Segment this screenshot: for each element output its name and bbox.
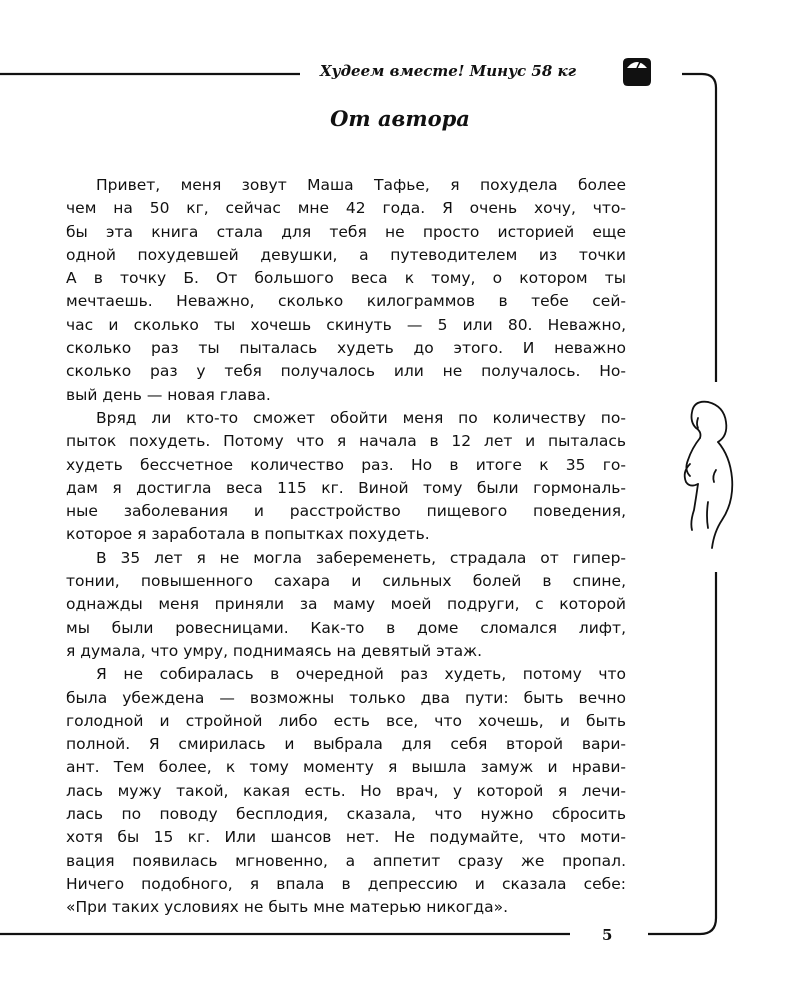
body-line: час и сколько ты хочешь скинуть — 5 или 80. Неважно, <box>66 315 626 334</box>
body-line: сколько раз у тебя получалось или не получалось. Но- <box>66 362 626 381</box>
body-line: Привет, меня зовут Маша Тафье, я похудела более <box>96 176 626 194</box>
running-title: Худеем вместе! Минус 58 кг <box>320 62 577 80</box>
body-line: лась по поводу бесплодия, сказала, что нужно сбросить <box>66 805 626 824</box>
body-line: А в точку Б. От большого веса к тому, о котором ты <box>66 269 626 288</box>
body-line: сколько раз ты пыталась худеть до этого. И неважно <box>66 339 626 358</box>
body-line: дам я достигла веса 115 кг. Виной тому были гормональ- <box>66 478 626 497</box>
page-number: 5 <box>602 926 613 944</box>
body-line: пыток похудеть. Потому что я начала в 12 лет и пыталась <box>66 432 626 451</box>
body-line: однажды меня приняли за маму моей подруги, с которой <box>66 595 626 614</box>
body-line: вый день — новая глава. <box>66 385 271 404</box>
body-line: «При таких условиях не быть мне матерью никогда». <box>66 898 509 917</box>
body-line: Ничего подобного, я впала в депрессию и сказала себе: <box>66 874 626 893</box>
body-line: была убеждена — возможны только два пути: быть вечно <box>66 688 626 707</box>
body-line: ные заболевания и расстройство пищевого поведения, <box>66 502 626 521</box>
scale-icon <box>620 54 654 88</box>
body-line: мечтаешь. Неважно, сколько килограммов в тебе сей- <box>66 292 626 311</box>
body-text <box>66 174 626 920</box>
body-line: В 35 лет я не могла забеременеть, страдала от гипер- <box>96 548 626 567</box>
body-line: чем на 50 кг, сейчас мне 42 года. Я очень хочу, что- <box>66 199 626 218</box>
body-line: одной похудевшей девушки, а путеводителем из точки <box>66 245 626 264</box>
body-line: вация появилась мгновенно, а аппетит сразу же пропал. <box>66 851 626 870</box>
body-line: тонии, повышенного сахара и сильных болей в спине, <box>66 572 626 591</box>
body-line: худеть бессчетное количество раз. Но в итоге к 35 го- <box>66 455 626 474</box>
body-line: ант. Тем более, к тому моменту я вышла замуж и нрави- <box>66 758 626 777</box>
body-line: мы были ровесницами. Как-то в доме сломался лифт, <box>66 618 626 637</box>
woman-silhouette-icon <box>668 398 740 558</box>
body-line: хотя бы 15 кг. Или шансов нет. Не подумайте, что моти- <box>66 828 626 847</box>
body-line: Я не собиралась в очередной раз худеть, потому что <box>96 665 626 684</box>
page-title: От автора <box>330 106 470 131</box>
right-border-lower <box>648 572 716 934</box>
body-line: полной. Я смирилась и выбрала для себя второй вари- <box>66 735 626 754</box>
body-line: бы эта книга стала для тебя не просто историей еще <box>66 222 626 241</box>
body-line: которое я заработала в попытках похудеть. <box>66 525 430 544</box>
body-line: Вряд ли кто-то сможет обойти меня по количеству по- <box>96 408 626 427</box>
body-line: голодной и стройной либо есть все, что хочешь, и быть <box>66 711 626 730</box>
body-line: я думала, что умру, поднимаясь на девятый этаж. <box>66 641 483 660</box>
body-line: лась мужу такой, какая есть. Но врач, у которой я лечи- <box>66 781 626 800</box>
